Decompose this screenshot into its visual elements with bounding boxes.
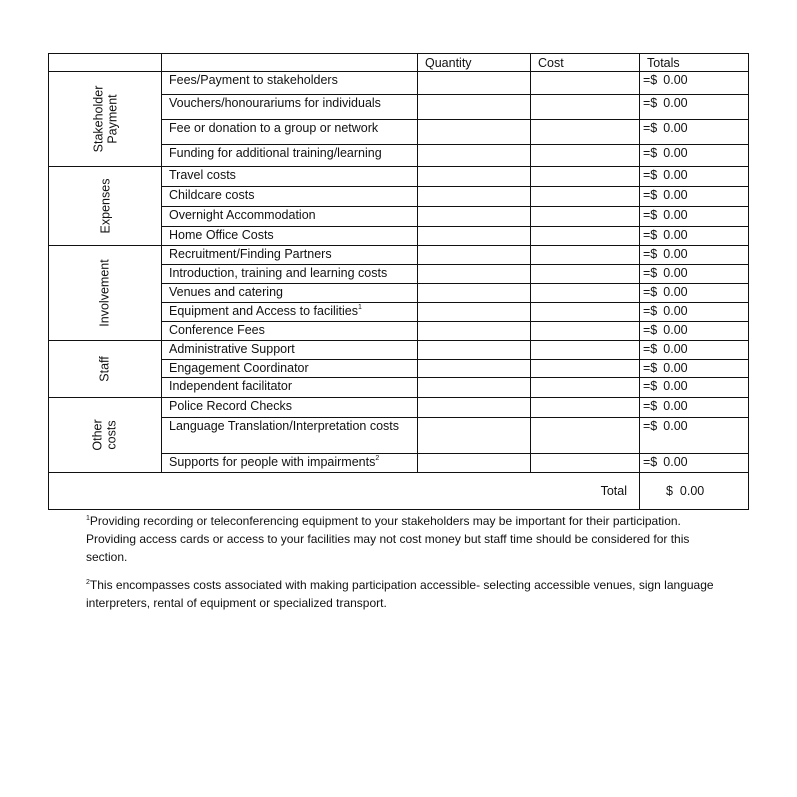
row-total-value: 0.00	[663, 247, 688, 261]
cost-cell[interactable]	[531, 398, 640, 418]
quantity-cell[interactable]	[418, 341, 531, 360]
row-total-cell	[640, 378, 749, 398]
row-total-cell	[640, 284, 749, 303]
table-row	[49, 398, 749, 418]
item-name: Vouchers/honourariums for individuals	[169, 96, 381, 110]
total-row	[49, 473, 749, 510]
row-total-cell	[640, 187, 749, 207]
row-total-value: 0.00	[663, 228, 688, 242]
table-body	[49, 72, 749, 473]
category-cell	[49, 246, 162, 341]
quantity-cell[interactable]	[418, 227, 531, 246]
row-total-prefix: =$	[643, 247, 658, 261]
header-cost: Cost	[531, 54, 640, 72]
cost-cell[interactable]	[531, 378, 640, 398]
quantity-cell[interactable]	[418, 246, 531, 265]
row-total-prefix: =$	[643, 342, 658, 356]
item-name: Fees/Payment to stakeholders	[169, 73, 338, 87]
row-total-value: 0.00	[663, 419, 688, 433]
quantity-cell[interactable]	[418, 322, 531, 341]
item-name: Travel costs	[169, 168, 236, 182]
item-name: Overnight Accommodation	[169, 208, 316, 222]
row-total-value: 0.00	[663, 342, 688, 356]
quantity-cell[interactable]	[418, 167, 531, 187]
quantity-cell[interactable]	[418, 303, 531, 322]
cost-cell[interactable]	[531, 167, 640, 187]
footnote-1	[86, 512, 726, 566]
row-total-value: 0.00	[663, 146, 688, 160]
item-name: Funding for additional training/learning	[169, 146, 382, 160]
item-name: Home Office Costs	[169, 228, 274, 242]
item-name: Independent facilitator	[169, 379, 293, 393]
quantity-cell[interactable]	[418, 120, 531, 145]
cost-cell[interactable]	[531, 284, 640, 303]
header-row	[49, 54, 749, 72]
row-total-prefix: =$	[643, 188, 658, 202]
item-name-cell	[162, 95, 418, 120]
quantity-cell[interactable]	[418, 398, 531, 418]
category-label: Stakeholder Payment	[91, 85, 119, 153]
total-label: Total	[49, 473, 640, 510]
item-name: Supports for people with impairments	[169, 455, 376, 469]
row-total-value: 0.00	[663, 208, 688, 222]
footnote-1-mark: 1	[86, 515, 90, 522]
row-total-cell	[640, 227, 749, 246]
item-name-cell	[162, 418, 418, 454]
category-cell	[49, 72, 162, 167]
row-total-prefix: =$	[643, 379, 658, 393]
table-row	[49, 341, 749, 360]
footnote-ref: 1	[358, 304, 362, 311]
row-total-cell	[640, 120, 749, 145]
row-total-cell	[640, 398, 749, 418]
row-total-value: 0.00	[663, 266, 688, 280]
category-label: Involvement	[98, 259, 112, 327]
quantity-cell[interactable]	[418, 418, 531, 454]
item-name: Fee or donation to a group or network	[169, 121, 379, 135]
row-total-prefix: =$	[643, 323, 658, 337]
cost-cell[interactable]	[531, 207, 640, 227]
item-name: Language Translation/Interpretation costs	[169, 419, 400, 433]
row-total-value: 0.00	[663, 168, 688, 182]
row-total-value: 0.00	[663, 188, 688, 202]
row-total-cell	[640, 454, 749, 473]
footnote-2-mark: 2	[86, 579, 90, 586]
quantity-cell[interactable]	[418, 145, 531, 167]
row-total-value: 0.00	[663, 399, 688, 413]
quantity-cell[interactable]	[418, 187, 531, 207]
cost-cell[interactable]	[531, 95, 640, 120]
row-total-prefix: =$	[643, 361, 658, 375]
budget-table	[48, 53, 749, 510]
table-row	[49, 167, 749, 187]
grand-total-value: $ 0.00	[640, 473, 749, 510]
quantity-cell[interactable]	[418, 72, 531, 95]
row-total-prefix: =$	[643, 399, 658, 413]
quantity-cell[interactable]	[418, 265, 531, 284]
item-name: Conference Fees	[169, 323, 265, 337]
row-total-prefix: =$	[643, 285, 658, 299]
footnote-2-text: This encompasses costs associated with making participation accessible- selecting accessible venues, sign language interpreters, rental of equipment or specialized transport.	[86, 578, 714, 610]
cost-cell[interactable]	[531, 246, 640, 265]
item-name: Police Record Checks	[169, 399, 292, 413]
item-name-cell	[162, 145, 418, 167]
item-name-cell	[162, 360, 418, 378]
category-cell	[49, 341, 162, 398]
item-name-cell	[162, 207, 418, 227]
quantity-cell[interactable]	[418, 454, 531, 473]
row-total-prefix: =$	[643, 146, 658, 160]
header-totals: Totals	[640, 54, 749, 72]
row-total-prefix: =$	[643, 96, 658, 110]
item-name-cell	[162, 72, 418, 95]
row-total-cell	[640, 95, 749, 120]
item-name-cell	[162, 454, 418, 473]
row-total-cell	[640, 418, 749, 454]
cost-cell[interactable]	[531, 418, 640, 454]
cost-cell[interactable]	[531, 454, 640, 473]
quantity-cell[interactable]	[418, 360, 531, 378]
header-quantity: Quantity	[418, 54, 531, 72]
quantity-cell[interactable]	[418, 207, 531, 227]
row-total-prefix: =$	[643, 304, 658, 318]
row-total-cell	[640, 246, 749, 265]
item-name: Childcare costs	[169, 188, 255, 202]
item-name: Administrative Support	[169, 342, 295, 356]
row-total-cell	[640, 303, 749, 322]
footnote-1-text: Providing recording or teleconferencing equipment to your stakeholders may be important for their participation. Providing access cards or access to your facilities may not cost money but staff time should be considered for this section.	[86, 514, 690, 564]
cost-cell[interactable]	[531, 341, 640, 360]
quantity-cell[interactable]	[418, 378, 531, 398]
item-name-cell	[162, 120, 418, 145]
item-name-cell	[162, 378, 418, 398]
row-total-value: 0.00	[663, 379, 688, 393]
row-total-prefix: =$	[643, 121, 658, 135]
item-name-cell	[162, 167, 418, 187]
item-name-cell	[162, 284, 418, 303]
row-total-cell	[640, 265, 749, 284]
row-total-value: 0.00	[663, 455, 688, 469]
footnote-2	[86, 576, 726, 612]
row-total-value: 0.00	[663, 285, 688, 299]
cost-cell[interactable]	[531, 303, 640, 322]
row-total-cell	[640, 145, 749, 167]
cost-cell[interactable]	[531, 187, 640, 207]
category-label: Staff	[97, 356, 112, 382]
row-total-prefix: =$	[643, 208, 658, 222]
quantity-cell[interactable]	[418, 284, 531, 303]
footnote-ref: 2	[375, 455, 380, 462]
item-name: Introduction, training and learning costs	[169, 266, 388, 280]
header-blank-cell	[49, 54, 162, 72]
row-total-prefix: =$	[643, 168, 658, 182]
row-total-cell	[640, 322, 749, 341]
cost-cell[interactable]	[531, 120, 640, 145]
row-total-cell	[640, 167, 749, 187]
row-total-prefix: =$	[643, 73, 658, 87]
item-name-cell	[162, 227, 418, 246]
row-total-value: 0.00	[663, 361, 688, 375]
row-total-value: 0.00	[663, 323, 688, 337]
row-total-prefix: =$	[643, 455, 658, 469]
row-total-value: 0.00	[663, 121, 688, 135]
row-total-value: 0.00	[663, 96, 688, 110]
item-name-cell	[162, 341, 418, 360]
quantity-cell[interactable]	[418, 95, 531, 120]
item-name-cell	[162, 246, 418, 265]
table-row	[49, 72, 749, 95]
category-cell	[49, 167, 162, 246]
item-name: Equipment and Access to facilities	[169, 304, 358, 318]
row-total-cell	[640, 360, 749, 378]
row-total-prefix: =$	[643, 266, 658, 280]
row-total-prefix: =$	[643, 419, 658, 433]
category-cell	[49, 398, 162, 473]
cost-cell[interactable]	[531, 360, 640, 378]
item-name: Engagement Coordinator	[169, 361, 309, 375]
item-name-cell	[162, 187, 418, 207]
item-name-cell	[162, 398, 418, 418]
row-total-cell	[640, 341, 749, 360]
item-name-cell	[162, 303, 418, 322]
header-item-cell	[162, 54, 418, 72]
row-total-cell	[640, 72, 749, 95]
item-name: Venues and catering	[169, 285, 283, 299]
table-row	[49, 246, 749, 265]
row-total-value: 0.00	[663, 304, 688, 318]
category-label: Expenses	[98, 178, 112, 234]
row-total-value: 0.00	[663, 73, 688, 87]
cost-cell[interactable]	[531, 322, 640, 341]
cost-cell[interactable]	[531, 265, 640, 284]
cost-cell[interactable]	[531, 145, 640, 167]
row-total-cell	[640, 207, 749, 227]
item-name-cell	[162, 265, 418, 284]
item-name: Recruitment/Finding Partners	[169, 247, 332, 261]
cost-cell[interactable]	[531, 227, 640, 246]
category-label: Other costs	[90, 419, 119, 451]
item-name-cell	[162, 322, 418, 341]
cost-cell[interactable]	[531, 72, 640, 95]
row-total-prefix: =$	[643, 228, 658, 242]
